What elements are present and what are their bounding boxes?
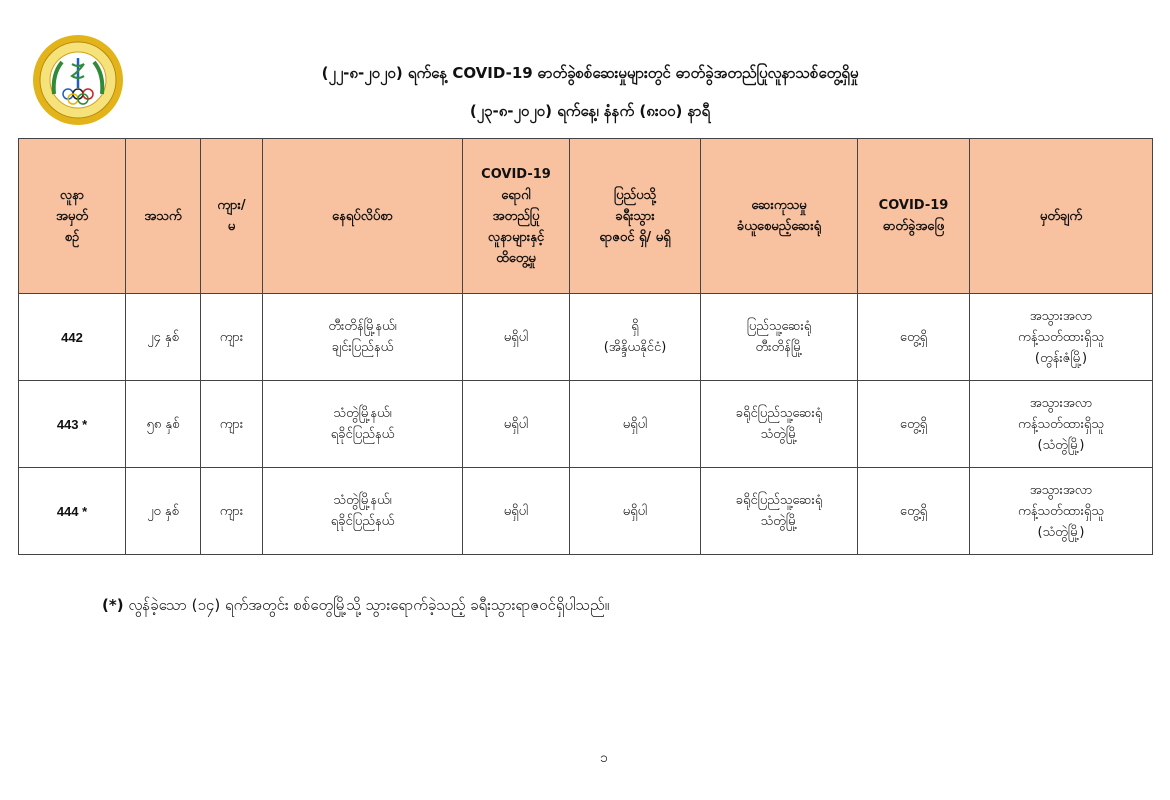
cell-remark-line: (သံတွဲမြို့) xyxy=(1037,524,1085,540)
cell-address-line: ရခိုင်ပြည်နယ် xyxy=(330,514,395,529)
cell-travel-line: မရှိပါ xyxy=(622,503,648,519)
column-header-line: နေရပ်လိပ်စာ xyxy=(332,208,393,224)
ministry-logo xyxy=(32,34,124,126)
column-header-line: ပြည်ပသို့ xyxy=(613,187,657,203)
cell-id: 442 xyxy=(19,294,126,381)
cell-address-line: သံတွဲမြို့နယ်၊ xyxy=(333,406,392,421)
cell-contact: မရှိပါ xyxy=(463,294,570,381)
cell-address-line: ချင်းပြည်နယ် xyxy=(331,340,394,355)
cell-address-line: တီးတိန်မြို့နယ်၊ xyxy=(328,319,397,334)
case-table xyxy=(18,138,1153,555)
cell-remark-line: ကန့်သတ်ထားရှိသူ xyxy=(1018,416,1104,432)
cell-hospital-line: ခရိုင်ပြည်သူ့ဆေးရုံ xyxy=(735,406,823,421)
cell-address xyxy=(263,381,463,468)
column-header-line: ခံယူစေမည့်ဆေးရုံ xyxy=(736,219,822,234)
cell-hospital-line: သံတွဲမြို့ xyxy=(760,514,798,529)
cell-sex: ကျား xyxy=(201,294,263,381)
column-header-line: မှတ်ချက် xyxy=(1039,208,1083,224)
column-header-line: အမှတ် xyxy=(55,208,89,224)
column-header xyxy=(263,139,463,294)
cell-travel-line: မရှိပါ xyxy=(622,416,648,432)
column-header-line: COVID-19 xyxy=(878,198,949,213)
column-header xyxy=(858,139,970,294)
column-header-line: လူနာများနှင့် xyxy=(487,229,545,245)
cell-hospital-line: သံတွဲမြို့ xyxy=(760,427,798,442)
column-header-line: စဉ် xyxy=(64,229,80,245)
cell-remark-line: (သံတွဲမြို့) xyxy=(1037,437,1085,453)
cell-travel xyxy=(570,381,701,468)
title-line-1: (၂၂-၈-၂၀၂၀) ရက်နေ့ COVID-19 ဓာတ်ခွဲစစ်ဆေးမှုများတွင် ဓာတ်ခွဲအတည်ပြုလူနာသစ်တွေ့ရှိမှု xyxy=(321,64,859,82)
column-header-line: အသက် xyxy=(144,208,182,224)
column-header xyxy=(570,139,701,294)
column-header-line: ရောဂါ xyxy=(501,187,531,203)
table-row xyxy=(19,468,1153,555)
column-header-line: မ xyxy=(227,219,236,234)
cell-travel xyxy=(570,468,701,555)
cell-remark xyxy=(970,381,1153,468)
cell-contact: မရှိပါ xyxy=(463,468,570,555)
column-header xyxy=(463,139,570,294)
cell-id: 444 * xyxy=(19,468,126,555)
table-row xyxy=(19,294,1153,381)
cell-address-line: ရခိုင်ပြည်နယ် xyxy=(330,427,395,442)
cell-hospital xyxy=(701,381,858,468)
column-header-line: အတည်ပြု xyxy=(492,208,540,224)
cell-address xyxy=(263,468,463,555)
footnote xyxy=(102,596,609,618)
page-number: ၁ xyxy=(600,750,608,766)
title-line-2: (၂၃-၈-၂၀၂၀) ရက်နေ့၊ နံနက် (၈း၀၀) နာရီ xyxy=(469,102,711,120)
cell-hospital-line: တီးတိန်မြို့ xyxy=(755,340,803,355)
cell-age: ၂၄ နှစ် xyxy=(126,294,201,381)
cell-remark xyxy=(970,294,1153,381)
cell-result: တွေ့ရှိ xyxy=(858,381,970,468)
table-header-row xyxy=(19,139,1153,294)
column-header-line: ရာဇဝင် ရှိ/ မရှိ xyxy=(599,229,671,245)
column-header-line: ဆေးကုသမှု xyxy=(751,198,807,213)
cell-address xyxy=(263,294,463,381)
cell-travel xyxy=(570,294,701,381)
cell-age: ၂၀ နှစ် xyxy=(126,468,201,555)
column-header xyxy=(201,139,263,294)
cell-remark-line: ကန့်သတ်ထားရှိသူ xyxy=(1018,503,1104,519)
footnote-text: လွန်ခဲ့သော (၁၄) ရက်အတွင်း စစ်တွေမြို့သို့ သွားရောက်ခဲ့သည့် ခရီးသွားရာဇဝင်ရှိပါသည်။ xyxy=(128,596,610,614)
column-header xyxy=(970,139,1153,294)
column-header-line: ခရီးသွား xyxy=(615,208,655,224)
cell-address-line: သံတွဲမြို့နယ်၊ xyxy=(333,493,392,508)
cell-travel-line: (အိန္ဒိယနိုင်ငံ) xyxy=(603,340,667,355)
cell-hospital xyxy=(701,468,858,555)
column-header-line: လူနာ xyxy=(59,187,85,203)
footnote-star: (*) xyxy=(102,596,124,614)
cell-sex: ကျား xyxy=(201,468,263,555)
column-header-line: ထိတွေ့မှု xyxy=(496,250,536,266)
cell-id: 443 * xyxy=(19,381,126,468)
cell-remark-line: ကန့်သတ်ထားရှိသူ xyxy=(1018,329,1104,345)
cell-remark-line: အသွားအလာ xyxy=(1029,308,1093,324)
cell-hospital xyxy=(701,294,858,381)
cell-sex: ကျား xyxy=(201,381,263,468)
column-header xyxy=(701,139,858,294)
column-header xyxy=(19,139,126,294)
cell-hospital-line: ပြည်သူ့ဆေးရုံ xyxy=(746,319,812,334)
cell-age: ၅၈ နှစ် xyxy=(126,381,201,468)
cell-result: တွေ့ရှိ xyxy=(858,294,970,381)
cell-remark xyxy=(970,468,1153,555)
cell-remark-line: အသွားအလာ xyxy=(1029,395,1093,411)
cell-result: တွေ့ရှိ xyxy=(858,468,970,555)
column-header-line: ကျား/ xyxy=(217,198,246,213)
cell-contact: မရှိပါ xyxy=(463,381,570,468)
cell-remark-line: (တွန်းဇံမြို့) xyxy=(1034,350,1088,366)
cell-hospital-line: ခရိုင်ပြည်သူ့ဆေးရုံ xyxy=(735,493,823,508)
column-header-line: COVID-19 xyxy=(481,166,551,182)
document-title xyxy=(150,56,1030,128)
cell-remark-line: အသွားအလာ xyxy=(1029,482,1093,498)
table-row xyxy=(19,381,1153,468)
cell-travel-line: ရှိ xyxy=(631,319,639,334)
column-header xyxy=(126,139,201,294)
column-header-line: ဓာတ်ခွဲအဖြေ xyxy=(882,219,945,234)
